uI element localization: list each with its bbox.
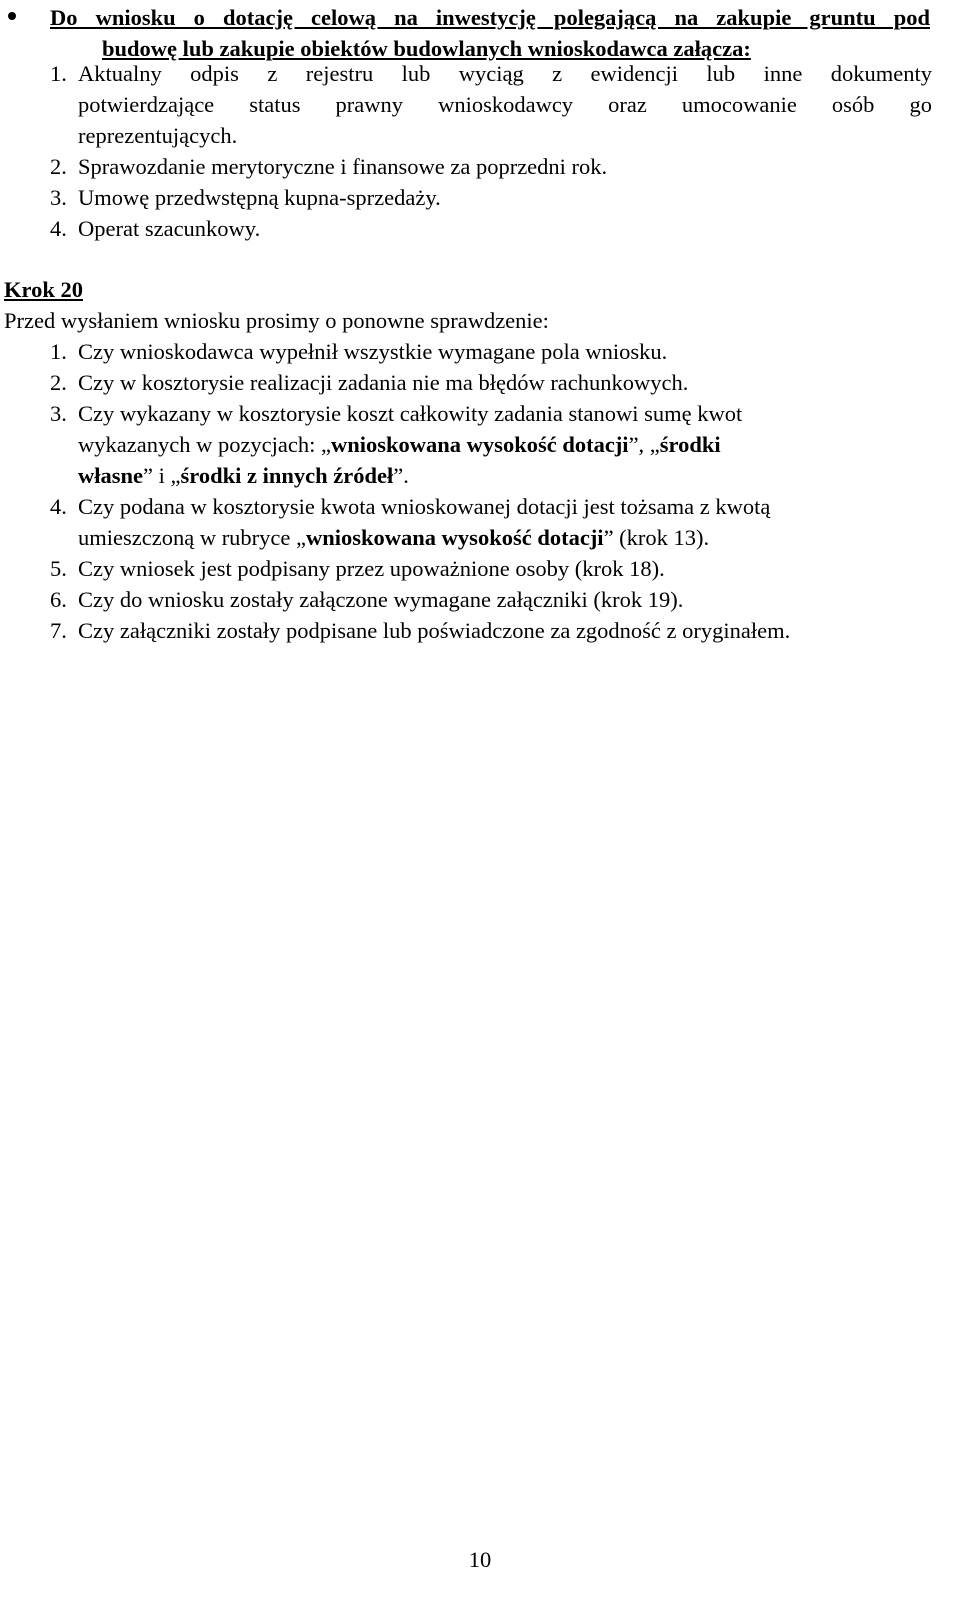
list-number: 7.	[50, 618, 67, 643]
attachment-item-1-line3: reprezentujących.	[78, 123, 238, 148]
check-item-3-line3	[78, 460, 409, 491]
check-item-5-text: Czy wniosek jest podpisany przez upoważnione osoby (krok 18).	[78, 556, 665, 581]
check-item-3	[50, 398, 870, 491]
text-run: ”, „	[628, 432, 660, 457]
list-number: 4.	[50, 494, 67, 519]
check-item-4	[50, 491, 910, 553]
bold-text-run: wnioskowana wysokość dotacji	[306, 525, 604, 550]
attachment-item-4-text: Operat szacunkowy.	[78, 216, 261, 241]
check-item-3-line2	[78, 429, 721, 460]
text-run: ”.	[393, 463, 409, 488]
check-item-3-line1: Czy wykazany w kosztorysie koszt całkowity zadania stanowi sumę kwot	[78, 401, 743, 426]
list-number: 3.	[50, 185, 67, 210]
page-number: 10	[468, 1547, 492, 1572]
attachment-item-1-line2: potwierdzające status prawny wnioskodawcy oraz umocowanie osób go	[78, 92, 932, 117]
text-run: umieszczoną w rubryce „	[78, 525, 307, 550]
text-run: wykazanych w pozycjach: „	[78, 432, 332, 457]
bold-text-run: własne	[78, 463, 144, 488]
list-number: 6.	[50, 587, 67, 612]
check-item-4-line1: Czy podana w kosztorysie kwota wnioskowanej dotacji jest tożsama z kwotą	[78, 494, 771, 519]
attachment-item-3-text: Umowę przedwstępną kupna-sprzedaży.	[78, 185, 441, 210]
attachments-title	[50, 2, 930, 64]
check-item-7-text: Czy załączniki zostały podpisane lub poświadczone za zgodność z oryginałem.	[78, 618, 791, 643]
list-number: 1.	[50, 61, 67, 86]
text-run: ” i „	[143, 463, 181, 488]
bold-text-run: środki	[659, 432, 721, 457]
check-item-2-text: Czy w kosztorysie realizacji zadania nie ma błędów rachunkowych.	[78, 370, 689, 395]
attachment-item-1-line1: Aktualny odpis z rejestru lub wyciąg z ewidencji lub inne dokumenty	[78, 61, 932, 86]
check-item-4-line2	[78, 522, 709, 553]
check-item-1-text: Czy wnioskodawca wypełnił wszystkie wymagane pola wniosku.	[78, 339, 668, 364]
step-heading: Krok 20	[4, 277, 83, 302]
list-number: 1.	[50, 339, 67, 364]
bold-text-run: wnioskowana wysokość dotacji	[331, 432, 629, 457]
bullet-dot	[8, 12, 16, 20]
attachment-item-1	[50, 58, 932, 151]
list-number: 2.	[50, 154, 67, 179]
list-number: 5.	[50, 556, 67, 581]
check-item-6-text: Czy do wniosku zostały załączone wymagane załączniki (krok 19).	[78, 587, 684, 612]
text-run: ” (krok 13).	[603, 525, 710, 550]
attachments-title-line2: budowę lub zakupie obiektów budowlanych wnioskodawca załącza:	[102, 36, 751, 61]
list-number: 3.	[50, 401, 67, 426]
list-number: 2.	[50, 370, 67, 395]
step-intro: Przed wysłaniem wniosku prosimy o ponowne sprawdzenie:	[4, 308, 549, 333]
attachment-item-2-text: Sprawozdanie merytoryczne i finansowe za poprzedni rok.	[78, 154, 608, 179]
attachments-title-line1: Do wniosku o dotację celową na inwestycję polegającą na zakupie gruntu pod	[50, 5, 930, 30]
list-number: 4.	[50, 216, 67, 241]
bold-text-run: środki z innych źródeł	[180, 463, 394, 488]
